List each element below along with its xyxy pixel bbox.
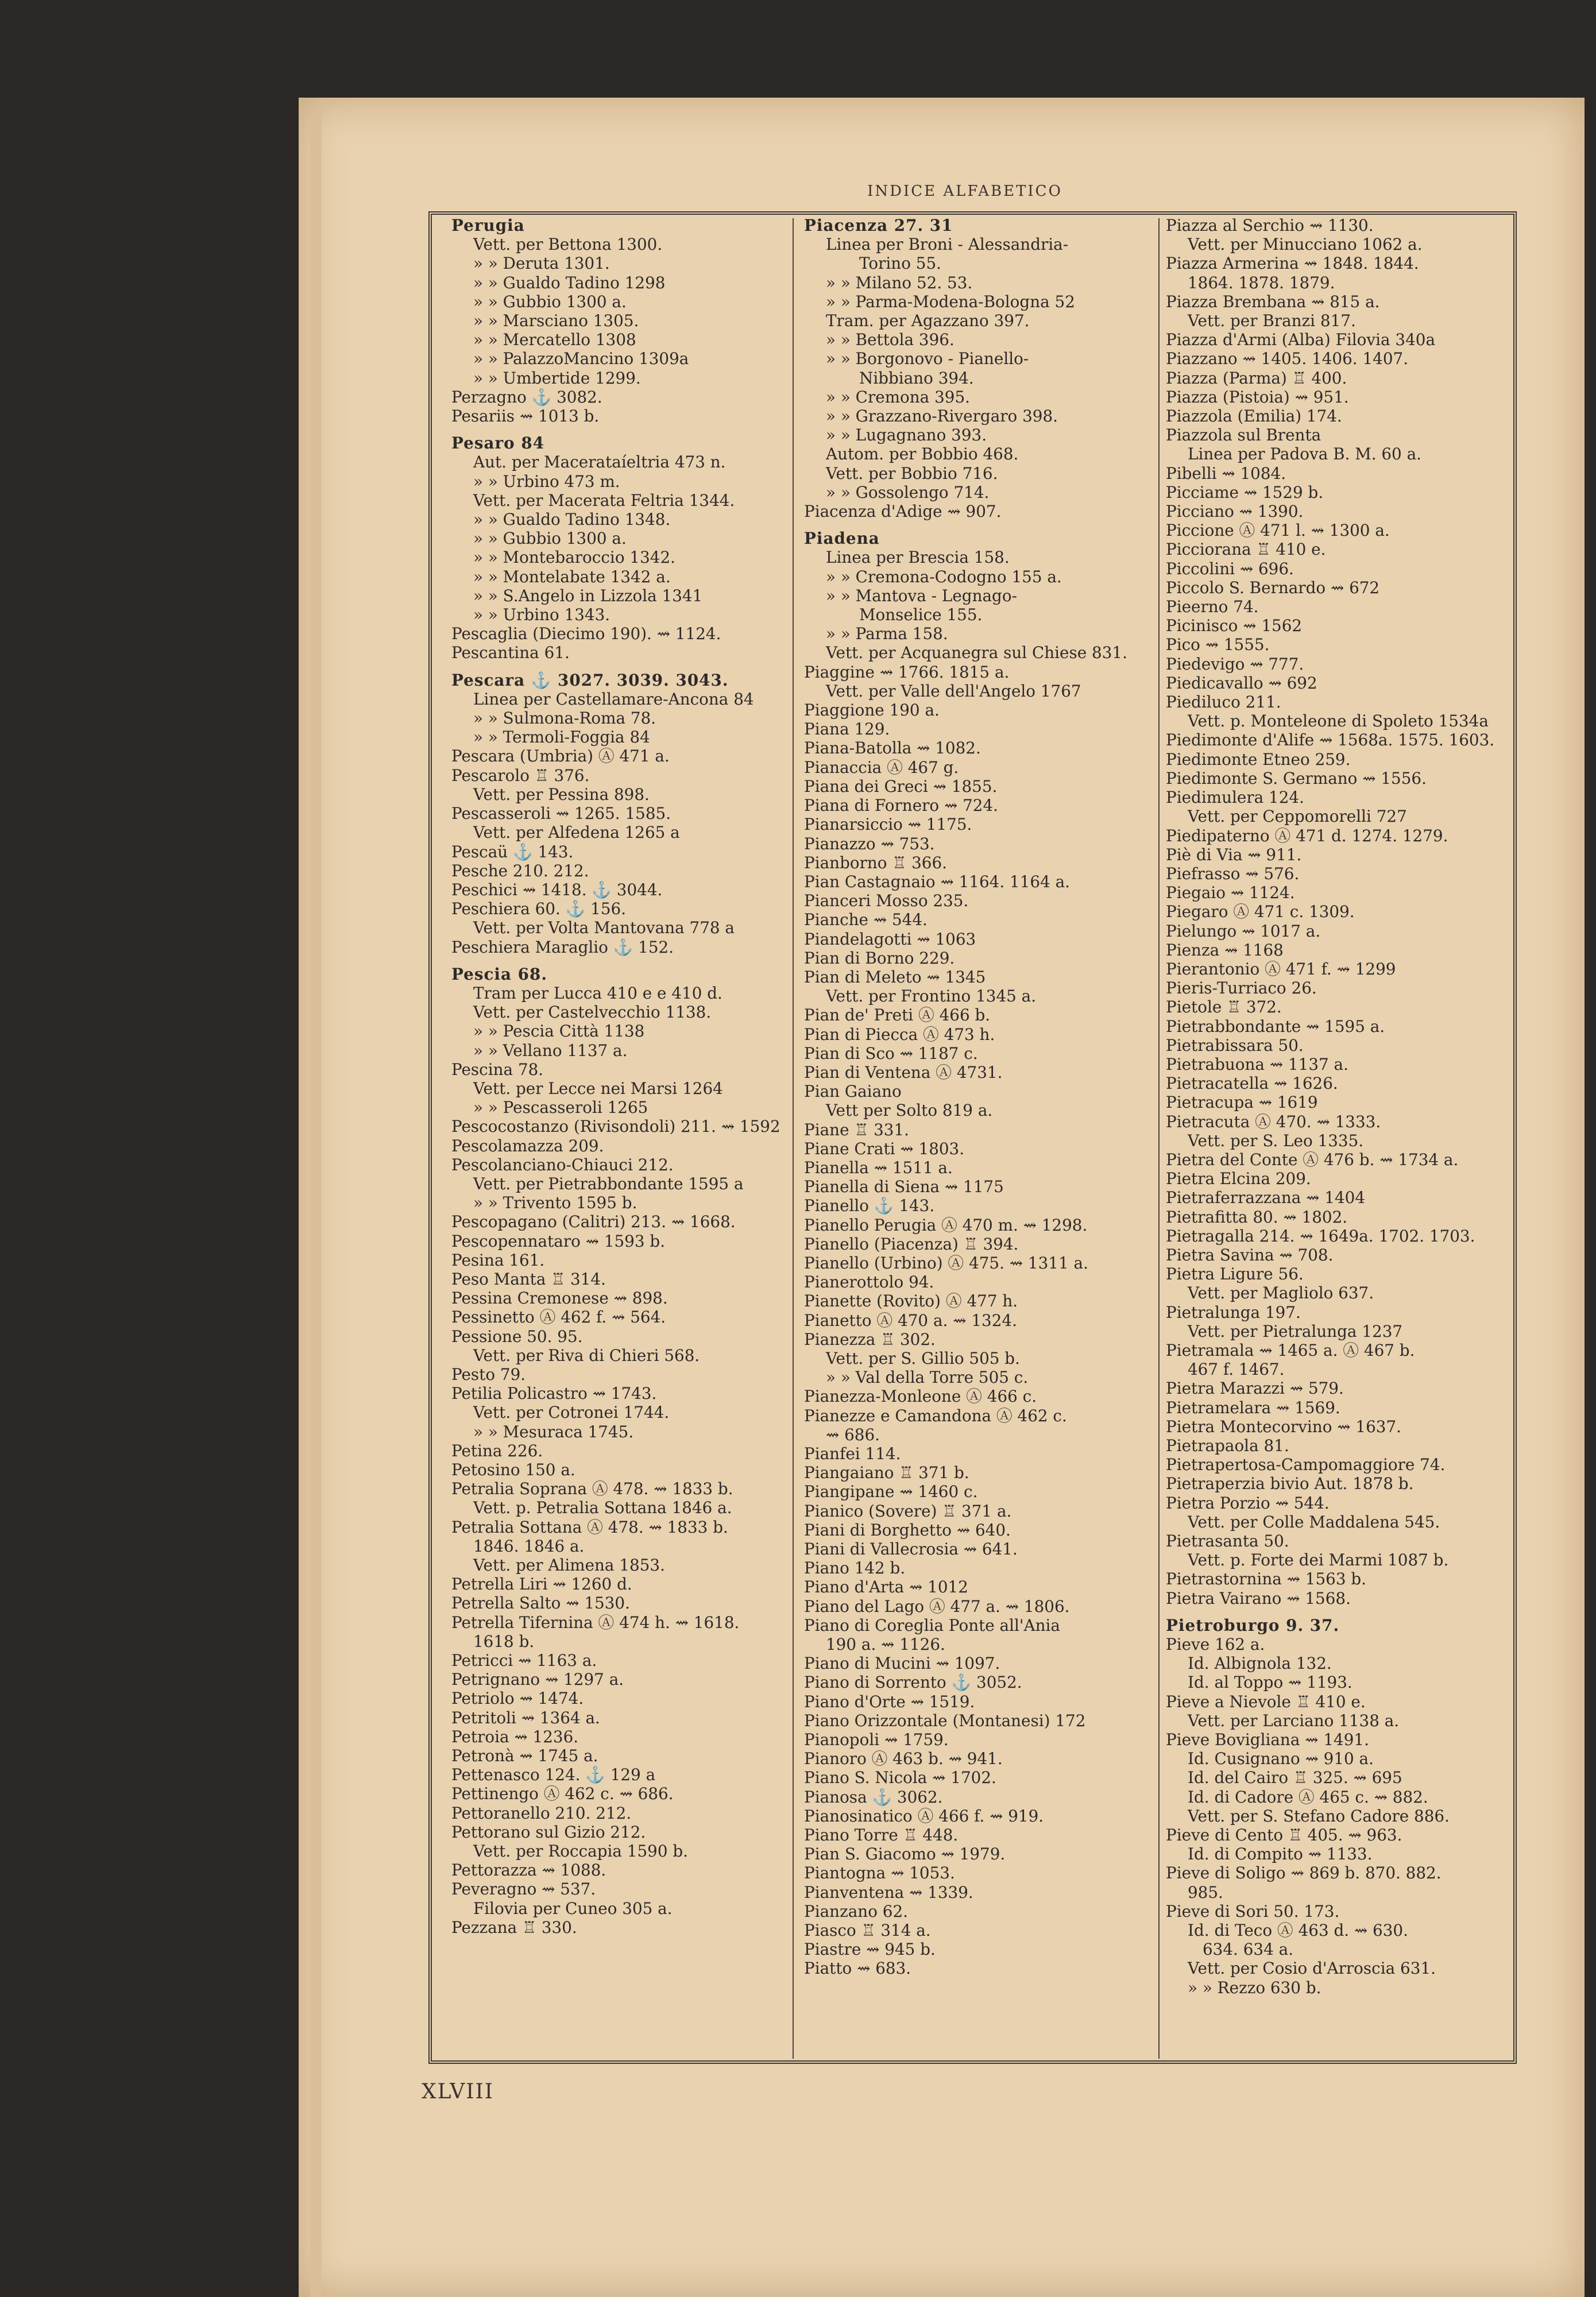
index-entry: Piandelagotti ⇝ 1063: [804, 929, 976, 949]
index-entry: Tram per Lucca 410 e e 410 d.: [473, 983, 722, 1003]
index-entry: Pietrabissara 50.: [1166, 1035, 1304, 1055]
index-entry: Vett. per Riva di Chieri 568.: [473, 1345, 700, 1365]
index-entry: Piano di Mucini ⇝ 1097.: [804, 1654, 1000, 1673]
index-entry: » » Borgonovo - Pianello-: [826, 349, 1029, 369]
index-column-1: [451, 216, 785, 2059]
index-entry: Piedimulera 124.: [1166, 788, 1304, 807]
index-entry: » » Gubbio 1300 a.: [473, 529, 627, 548]
index-entry: Piazza (Pistoia) ⇝ 951.: [1166, 387, 1349, 407]
index-entry: Pescaglia (Diecimo 190). ⇝ 1124.: [451, 624, 721, 644]
index-entry: Piegaio ⇝ 1124.: [1166, 883, 1295, 903]
index-entry: Pian Castagnaio ⇝ 1164. 1164 a.: [804, 872, 1071, 891]
index-entry: Pieve 162 a.: [1166, 1635, 1265, 1654]
index-entry: Pietra Marazzi ⇝ 579.: [1166, 1379, 1344, 1398]
index-entry: Piedimonte Etneo 259.: [1166, 749, 1351, 769]
index-entry: Petroia ⇝ 1236.: [451, 1727, 579, 1746]
index-entry: Piazza (Parma) ♖ 400.: [1166, 368, 1347, 388]
index-entry: Pibelli ⇝ 1084.: [1166, 463, 1286, 483]
index-entry: Vett. per Branzi 817.: [1188, 311, 1356, 331]
index-entry: » » Termoli-Foggia 84: [473, 728, 650, 747]
index-entry: Pessina Cremonese ⇝ 898.: [451, 1289, 668, 1308]
index-entry: Pettorano sul Gizio 212.: [451, 1822, 646, 1842]
index-entry: Piana 129.: [804, 720, 890, 739]
index-entry: Linea per Padova B. M. 60 a.: [1188, 444, 1421, 464]
index-entry: Piana dei Greci ⇝ 1855.: [804, 776, 998, 796]
index-entry: » » Val della Torre 505 c.: [826, 1368, 1029, 1387]
index-entry: Pianceri Mosso 235.: [804, 891, 969, 911]
index-entry: » » Urbino 473 m.: [473, 471, 620, 491]
index-entry: Pietrabbondante ⇝ 1595 a.: [1166, 1016, 1385, 1036]
index-entry: Piano Torre ♖ 448.: [804, 1826, 959, 1845]
index-entry: Vett. per Castelvecchio 1138.: [473, 1003, 712, 1022]
index-entry: Pietrabuona ⇝ 1137 a.: [1166, 1054, 1348, 1074]
index-entry: Pietracupa ⇝ 1619: [1166, 1093, 1318, 1112]
index-entry: Pianventena ⇝ 1339.: [804, 1882, 973, 1902]
index-entry: Filovia per Cuneo 305 a.: [473, 1898, 673, 1918]
index-entry: Pietra Savina ⇝ 708.: [1166, 1245, 1334, 1264]
index-entry: Vett per Solto 819 a.: [826, 1101, 993, 1120]
index-entry: Piane ♖ 331.: [804, 1120, 910, 1139]
column-separator: [793, 218, 794, 2059]
index-entry: Vett. per Frontino 1345 a.: [826, 987, 1037, 1006]
index-entry: Petralia Sottana Ⓐ 478. ⇝ 1833 b.: [451, 1517, 728, 1537]
index-entry: Pianaccia Ⓐ 467 g.: [804, 757, 959, 777]
index-entry: Vett. per Cotronei 1744.: [473, 1403, 670, 1422]
index-entry: Pian di Borno 229.: [804, 948, 955, 968]
index-entry: Pierantonio Ⓐ 471 f. ⇝ 1299: [1166, 959, 1396, 979]
index-entry: 190 a. ⇝ 1126.: [826, 1635, 945, 1654]
index-entry: » » Gualdo Tadino 1348.: [473, 510, 671, 529]
index-entry: Piacenza d'Adige ⇝ 907.: [804, 502, 1002, 521]
index-entry: Peso Manta ♖ 314.: [451, 1269, 606, 1289]
index-entry: Piano del Lago Ⓐ 477 a. ⇝ 1806.: [804, 1596, 1070, 1616]
index-entry: Id. al Toppo ⇝ 1193.: [1188, 1673, 1352, 1692]
index-column-2: [804, 216, 1160, 2059]
index-entry: Vett. per Ceppomorelli 727: [1188, 807, 1407, 826]
index-entry: Piedimonte S. Germano ⇝ 1556.: [1166, 768, 1427, 788]
index-entry: Pietra Porzio ⇝ 544.: [1166, 1493, 1330, 1513]
index-entry: Piazzano ⇝ 1405. 1406. 1407.: [1166, 349, 1409, 369]
index-entry: Vett. per Alfedena 1265 a: [473, 823, 680, 842]
index-entry: Pieerno 74.: [1166, 597, 1259, 617]
index-entry: Pianche ⇝ 544.: [804, 910, 928, 930]
index-entry: Id. di Cadore Ⓐ 465 c. ⇝ 882.: [1188, 1787, 1428, 1807]
index-entry: Vett. per Pietralunga 1237: [1188, 1321, 1403, 1341]
index-entry: Pian di Sco ⇝ 1187 c.: [804, 1043, 978, 1063]
index-entry: Pian di Piecca Ⓐ 473 h.: [804, 1024, 995, 1044]
index-entry: » » Cremona-Codogno 155 a.: [826, 567, 1062, 586]
index-entry: Linea per Castellamare-Ancona 84: [473, 689, 754, 709]
index-entry: Petilia Policastro ⇝ 1743.: [451, 1384, 657, 1403]
index-column-3: [1166, 216, 1510, 2059]
index-entry: Pietracatella ⇝ 1626.: [1166, 1074, 1338, 1093]
index-entry: Pietra Elcina 209.: [1166, 1169, 1311, 1189]
index-entry: Pietraperzia bivio Aut. 1878 b.: [1166, 1474, 1414, 1494]
index-entry: Piastre ⇝ 945 b.: [804, 1940, 936, 1959]
index-entry: Piano S. Nicola ⇝ 1702.: [804, 1768, 996, 1788]
index-entry: Pian di Meleto ⇝ 1345: [804, 967, 986, 987]
index-entry: » » Marsciano 1305.: [473, 311, 639, 331]
index-entry: Vett. per Macerata Feltria 1344.: [473, 490, 735, 510]
index-entry: » » Umbertide 1299.: [473, 368, 641, 388]
index-entry: Pesto 79.: [451, 1364, 526, 1384]
index-entry: Pianella ⇝ 1511 a.: [804, 1158, 953, 1177]
index-entry: Vett. per Minucciano 1062 a.: [1188, 235, 1423, 254]
index-entry: Piedipaterno Ⓐ 471 d. 1274. 1279.: [1166, 826, 1448, 845]
index-heading: Perugia: [451, 216, 525, 235]
index-entry: Vett. per Valle dell'Angelo 1767: [826, 681, 1081, 701]
index-entry: » » Parma-Modena-Bologna 52: [826, 292, 1075, 311]
index-entry: Pico ⇝ 1555.: [1166, 635, 1270, 655]
index-entry: Pietrastornina ⇝ 1563 b.: [1166, 1569, 1366, 1589]
index-entry: 985.: [1188, 1882, 1223, 1902]
index-entry: Vett. per Pessina 898.: [473, 784, 650, 804]
index-entry: Petosino 150 a.: [451, 1460, 575, 1479]
index-entry: Piano di Coreglia Ponte all'Ania: [804, 1615, 1060, 1635]
index-entry: Picciano ⇝ 1390.: [1166, 502, 1304, 521]
index-entry: Piazzola sul Brenta: [1166, 426, 1321, 445]
page-edge: [310, 115, 322, 2297]
index-entry: Peschiera Maraglio ⚓ 152.: [451, 937, 674, 957]
index-entry: Torino 55.: [859, 254, 941, 273]
index-entry: Vett. per S. Leo 1335.: [1188, 1131, 1364, 1150]
index-heading: Pesaro 84: [451, 434, 545, 453]
index-entry: Petrella Tifernina Ⓐ 474 h. ⇝ 1618.: [451, 1612, 740, 1632]
index-entry: » » Gossolengo 714.: [826, 482, 990, 502]
index-entry: Piazzola (Emilia) 174.: [1166, 407, 1342, 426]
index-entry: Piani di Vallecrosia ⇝ 641.: [804, 1540, 1018, 1559]
index-entry: Piangaiano ♖ 371 b.: [804, 1463, 969, 1483]
index-entry: Pianzano 62.: [804, 1901, 908, 1921]
index-entry: Picciame ⇝ 1529 b.: [1166, 482, 1324, 502]
index-entry: Vett. per Bobbio 716.: [826, 463, 998, 483]
index-entry: Piano d'Orte ⇝ 1519.: [804, 1692, 975, 1711]
index-entry: » » Vellano 1137 a.: [473, 1041, 628, 1060]
index-entry: Nibbiano 394.: [859, 368, 974, 388]
index-entry: Pietra Ligure 56.: [1166, 1264, 1304, 1284]
index-entry: » » Grazzano-Rivergaro 398.: [826, 407, 1058, 426]
index-entry: Vett. per Lecce nei Marsi 1264: [473, 1078, 723, 1098]
index-entry: Pianella di Siena ⇝ 1175: [804, 1177, 1004, 1197]
index-entry: Vett. per Acquanegra sul Chiese 831.: [826, 643, 1127, 663]
index-entry: Piefrasso ⇝ 576.: [1166, 864, 1300, 883]
index-entry: Vett. p. Monteleone di Spoleto 1534a: [1188, 711, 1489, 731]
index-entry: Pianopoli ⇝ 1759.: [804, 1730, 949, 1750]
index-entry: Petrignano ⇝ 1297 a.: [451, 1670, 624, 1689]
index-entry: Pescina 78.: [451, 1059, 544, 1079]
index-entry: » » Deruta 1301.: [473, 254, 610, 273]
index-entry: Petriolo ⇝ 1474.: [451, 1689, 584, 1708]
index-entry: » » Parma 158.: [826, 624, 948, 644]
index-entry: 1846. 1846 a.: [473, 1536, 585, 1556]
index-entry: Pettorazza ⇝ 1088.: [451, 1861, 606, 1880]
index-entry: Vett. per Colle Maddalena 545.: [1188, 1512, 1440, 1532]
index-entry: Pieve di Sori 50. 173.: [1166, 1901, 1340, 1921]
index-entry: Pescantina 61.: [451, 643, 570, 663]
index-entry: Pietracuta Ⓐ 470. ⇝ 1333.: [1166, 1112, 1381, 1131]
index-entry: Peschici ⇝ 1418. ⚓ 3044.: [451, 880, 663, 899]
index-entry: Piazza d'Armi (Alba) Filovia 340a: [1166, 330, 1436, 350]
index-entry: Petritoli ⇝ 1364 a.: [451, 1708, 600, 1727]
index-entry: Pettoranello 210. 212.: [451, 1803, 632, 1823]
index-entry: Pianello (Piacenza) ♖ 394.: [804, 1234, 1019, 1254]
index-entry: Pescocostanzo (Rivisondoli) 211. ⇝ 1592: [451, 1117, 780, 1136]
index-entry: Piatto ⇝ 683.: [804, 1959, 911, 1978]
index-entry: Pettenasco 124. ⚓ 129 a: [451, 1765, 656, 1785]
index-entry: Vett. per Pietrabbondante 1595 a: [473, 1174, 744, 1193]
index-entry: Pietramelara ⇝ 1569.: [1166, 1398, 1340, 1417]
index-entry: Vett. per S. Gillio 505 b.: [826, 1348, 1020, 1368]
index-entry: Aut. per Macerataíeltria 473 n.: [473, 453, 726, 472]
index-heading: Pescara ⚓ 3027. 3039. 3043.: [451, 670, 729, 690]
index-entry: Vett. per Volta Mantovana 778 a: [473, 918, 735, 938]
index-entry: Piano di Sorrento ⚓ 3052.: [804, 1673, 1022, 1692]
index-entry: Vett. per Roccapia 1590 b.: [473, 1842, 689, 1861]
index-entry: Pielungo ⇝ 1017 a.: [1166, 921, 1321, 941]
index-entry: Pietragalla 214. ⇝ 1649a. 1702. 1703.: [1166, 1226, 1475, 1246]
index-entry: Petina 226.: [451, 1441, 543, 1460]
index-entry: Pieve di Cento ♖ 405. ⇝ 963.: [1166, 1826, 1402, 1845]
index-entry: Pianborno ♖ 366.: [804, 853, 948, 872]
index-entry: » » PalazzoMancino 1309a: [473, 349, 689, 369]
index-entry: Pescara (Umbria) Ⓐ 471 a.: [451, 747, 670, 766]
index-entry: Pieve di Soligo ⇝ 869 b. 870. 882.: [1166, 1863, 1442, 1883]
index-heading: Piacenza 27. 31: [804, 216, 953, 235]
index-entry: Pietramala ⇝ 1465 a. Ⓐ 467 b.: [1166, 1340, 1415, 1360]
index-heading: Piadena: [804, 529, 880, 548]
index-entry: Piedevigo ⇝ 777.: [1166, 654, 1304, 674]
index-entry: Piccione Ⓐ 471 l. ⇝ 1300 a.: [1166, 521, 1390, 540]
index-entry: Piano Orizzontale (Montanesi) 172: [804, 1711, 1086, 1730]
index-entry: » » Lugagnano 393.: [826, 426, 987, 445]
index-entry: Vett. p. Petralia Sottana 1846 a.: [473, 1498, 732, 1518]
index-entry: Pianezza ♖ 302.: [804, 1329, 936, 1349]
index-entry: Pietra Montecorvino ⇝ 1637.: [1166, 1417, 1401, 1436]
index-entry: Petrella Liri ⇝ 1260 d.: [451, 1575, 632, 1594]
index-entry: Pietra Vairano ⇝ 1568.: [1166, 1588, 1351, 1608]
index-entry: 467 f. 1467.: [1188, 1360, 1285, 1379]
index-entry: Vett. per Alimena 1853.: [473, 1556, 665, 1575]
index-entry: Pesariis ⇝ 1013 b.: [451, 407, 600, 426]
index-heading: Pescia 68.: [451, 964, 548, 984]
index-entry: Pian di Ventena Ⓐ 4731.: [804, 1062, 1003, 1082]
running-head: INDICE ALFABETICO: [867, 183, 1062, 200]
index-entry: Piangipane ⇝ 1460 c.: [804, 1482, 978, 1502]
index-entry: Pietraferrazzana ⇝ 1404: [1166, 1188, 1365, 1208]
index-entry: Pescasseroli ⇝ 1265. 1585.: [451, 804, 671, 823]
index-entry: Piano 142 b.: [804, 1559, 906, 1578]
index-entry: Piana-Batolla ⇝ 1082.: [804, 738, 981, 758]
index-entry: Pianfei 114.: [804, 1444, 901, 1463]
index-entry: Vett. per Larciano 1138 a.: [1188, 1711, 1400, 1730]
index-entry: » » Bettola 396.: [826, 330, 954, 350]
index-entry: Piana di Fornero ⇝ 724.: [804, 796, 999, 815]
index-entry: Linea per Brescia 158.: [826, 548, 1010, 567]
index-entry: Piediluco 211.: [1166, 693, 1281, 712]
index-entry: Pescopagano (Calitri) 213. ⇝ 1668.: [451, 1212, 736, 1232]
index-entry: Pietrapertosa-Campomaggiore 74.: [1166, 1455, 1446, 1475]
index-entry: » » Mesuraca 1745.: [473, 1422, 634, 1441]
index-entry: » » Rezzo 630 b.: [1188, 1978, 1321, 1997]
index-entry: » » Pescia Città 1138: [473, 1022, 645, 1041]
index-entry: Vett. per Magliolo 637.: [1188, 1283, 1374, 1303]
index-entry: Piccolini ⇝ 696.: [1166, 559, 1294, 578]
index-entry: Perzagno ⚓ 3082.: [451, 387, 602, 407]
index-entry: Pienza ⇝ 1168: [1166, 940, 1284, 960]
index-heading: Pietroburgo 9. 37.: [1166, 1615, 1340, 1635]
index-entry: 1864. 1878. 1879.: [1188, 273, 1335, 292]
index-entry: Piasco ♖ 314 a.: [804, 1921, 931, 1940]
index-entry: Pescopennataro ⇝ 1593 b.: [451, 1231, 666, 1251]
index-entry: » » Urbino 1343.: [473, 605, 610, 625]
index-entry: Piazza al Serchio ⇝ 1130.: [1166, 216, 1374, 235]
index-entry: Picinisco ⇝ 1562: [1166, 616, 1303, 636]
index-entry: Piccolo S. Bernardo ⇝ 672: [1166, 578, 1380, 597]
index-entry: Pescolanciano-Chiauci 212.: [451, 1155, 674, 1174]
index-entry: Picciorana ♖ 410 e.: [1166, 540, 1326, 559]
index-entry: Id. Cusignano ⇝ 910 a.: [1188, 1749, 1374, 1769]
index-entry: Pescolamazza 209.: [451, 1136, 604, 1155]
index-entry: Pian S. Giacomo ⇝ 1979.: [804, 1844, 1006, 1864]
index-entry: Pietra del Conte Ⓐ 476 b. ⇝ 1734 a.: [1166, 1150, 1459, 1169]
page-number: XLVIII: [422, 2080, 494, 2103]
index-entry: Pianoro Ⓐ 463 b. ⇝ 941.: [804, 1749, 1003, 1769]
index-entry: Pianello Perugia Ⓐ 470 m. ⇝ 1298.: [804, 1215, 1088, 1235]
index-entry: Piegaro Ⓐ 471 c. 1309.: [1166, 902, 1355, 922]
index-entry: Piane Crati ⇝ 1803.: [804, 1139, 965, 1158]
index-entry: » » Montebaroccio 1342.: [473, 548, 675, 567]
index-entry: Id. Albignola 132.: [1188, 1654, 1332, 1673]
index-entry: » » Sulmona-Roma 78.: [473, 709, 656, 728]
index-entry: Pietrafitta 80. ⇝ 1802.: [1166, 1207, 1348, 1227]
index-entry: » » Mantova - Legnago-: [826, 586, 1017, 605]
index-entry: Pesche 210. 212.: [451, 861, 589, 880]
index-entry: » » Montelabate 1342 a.: [473, 567, 671, 586]
index-entry: Id. di Teco Ⓐ 463 d. ⇝ 630.: [1188, 1921, 1408, 1940]
index-entry: » » Gualdo Tadino 1298: [473, 273, 666, 292]
index-entry: Pian Gaiano: [804, 1082, 902, 1101]
index-entry: 1618 b.: [473, 1631, 535, 1651]
index-entry: Pietrasanta 50.: [1166, 1532, 1289, 1551]
index-entry: Piantogna ⇝ 1053.: [804, 1863, 955, 1883]
index-entry: Pianerottolo 94.: [804, 1273, 934, 1292]
index-entry: Piano d'Arta ⇝ 1012: [804, 1577, 968, 1597]
index-entry: Pianello (Urbino) Ⓐ 475. ⇝ 1311 a.: [804, 1253, 1088, 1273]
index-entry: 634. 634 a.: [1203, 1940, 1294, 1959]
index-entry: Monselice 155.: [859, 605, 983, 625]
index-entry: Petrella Salto ⇝ 1530.: [451, 1594, 630, 1613]
index-entry: Pieve a Nievole ♖ 410 e.: [1166, 1692, 1366, 1711]
index-entry: Pian de' Preti Ⓐ 466 b.: [804, 1006, 991, 1025]
index-entry: Piani di Borghetto ⇝ 640.: [804, 1520, 1011, 1540]
index-entry: Pianezza-Monleone Ⓐ 466 c.: [804, 1387, 1037, 1406]
index-entry: Petricci ⇝ 1163 a.: [451, 1651, 597, 1670]
index-entry: Pianette (Rovito) Ⓐ 477 h.: [804, 1291, 1018, 1311]
index-entry: Piaggine ⇝ 1766. 1815 a.: [804, 662, 1010, 682]
index-entry: Pieris-Turriaco 26.: [1166, 979, 1317, 998]
index-entry: Pietralunga 197.: [1166, 1302, 1301, 1322]
index-entry: Pianetto Ⓐ 470 a. ⇝ 1324.: [804, 1310, 1017, 1330]
index-entry: Vett. per Cosio d'Arroscia 631.: [1188, 1959, 1436, 1978]
index-entry: Piè di Via ⇝ 911.: [1166, 845, 1302, 864]
index-entry: Pianosa ⚓ 3062.: [804, 1787, 943, 1807]
index-entry: Piazza Armerina ⇝ 1848. 1844.: [1166, 254, 1419, 273]
index-entry: Pessinetto Ⓐ 462 f. ⇝ 564.: [451, 1308, 666, 1327]
index-entry: Pianello ⚓ 143.: [804, 1196, 935, 1216]
index-entry: Pezzana ♖ 330.: [451, 1917, 577, 1937]
index-entry: Piedimonte d'Alife ⇝ 1568a. 1575. 1603.: [1166, 730, 1495, 750]
index-entry: Vett. p. Forte dei Marmi 1087 b.: [1188, 1550, 1449, 1570]
index-entry: » » Cremona 395.: [826, 387, 970, 407]
index-entry: Pianarsiccio ⇝ 1175.: [804, 815, 972, 834]
index-entry: Vett. per S. Stefano Cadore 886.: [1188, 1806, 1450, 1826]
index-entry: Pessione 50. 95.: [451, 1327, 583, 1346]
index-entry: Linea per Broni - Alessandria-: [826, 235, 1069, 254]
index-entry: » » Milano 52. 53.: [826, 273, 973, 292]
index-entry: » » Pescasseroli 1265: [473, 1098, 648, 1117]
index-entry: Pescaü ⚓ 143.: [451, 842, 574, 861]
index-entry: Pieve Bovigliana ⇝ 1491.: [1166, 1730, 1369, 1750]
index-entry: Peveragno ⇝ 537.: [451, 1880, 596, 1899]
index-entry: ⇝ 686.: [826, 1425, 880, 1444]
index-entry: Piaggione 190 a.: [804, 701, 940, 720]
index-entry: Petronà ⇝ 1745 a.: [451, 1746, 598, 1766]
index-entry: » » Gubbio 1300 a.: [473, 292, 627, 311]
index-entry: Piazza Brembana ⇝ 815 a.: [1166, 292, 1380, 311]
index-entry: Autom. per Bobbio 468.: [826, 444, 1019, 464]
index-entry: Pianosinatico Ⓐ 466 f. ⇝ 919.: [804, 1806, 1044, 1826]
index-entry: Pianico (Sovere) ♖ 371 a.: [804, 1501, 1012, 1521]
index-entry: Id. del Cairo ♖ 325. ⇝ 695: [1188, 1768, 1402, 1788]
index-entry: Pescarolo ♖ 376.: [451, 765, 590, 785]
index-entry: Tram. per Agazzano 397.: [826, 311, 1030, 331]
index-entry: Pesina 161.: [451, 1250, 545, 1270]
index-entry: Pettinengo Ⓐ 462 c. ⇝ 686.: [451, 1784, 674, 1804]
index-entry: » » S.Angelo in Lizzola 1341: [473, 586, 703, 605]
index-entry: Pietole ♖ 372.: [1166, 997, 1282, 1017]
index-entry: Pietrapaola 81.: [1166, 1436, 1289, 1455]
index-entry: Piedicavallo ⇝ 692: [1166, 673, 1317, 693]
index-entry: Petralia Soprana Ⓐ 478. ⇝ 1833 b.: [451, 1479, 733, 1499]
index-entry: » » Mercatello 1308: [473, 330, 636, 350]
index-entry: » » Trivento 1595 b.: [473, 1193, 637, 1213]
index-entry: Vett. per Bettona 1300.: [473, 235, 663, 254]
index-entry: Pianezze e Camandona Ⓐ 462 c.: [804, 1406, 1067, 1425]
index-entry: Peschiera 60. ⚓ 156.: [451, 899, 627, 919]
index-entry: Id. di Compito ⇝ 1133.: [1188, 1844, 1373, 1864]
index-entry: Pianazzo ⇝ 753.: [804, 834, 935, 853]
